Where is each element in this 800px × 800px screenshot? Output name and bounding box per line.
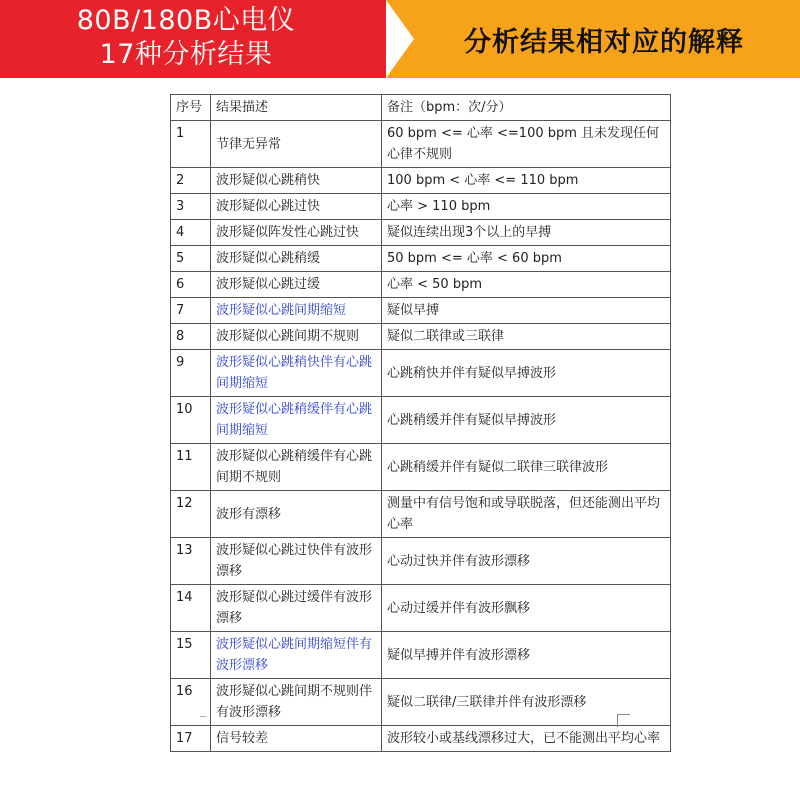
table-row <box>171 726 671 752</box>
row-number: 16 <box>171 679 211 726</box>
row-description: 波形疑似心跳过快 <box>211 194 382 220</box>
row-description: 波形疑似心跳稍缓伴有心跳间期不规则 <box>211 444 382 491</box>
table-row <box>171 298 671 324</box>
row-note: 心动过快并伴有波形漂移 <box>382 538 671 585</box>
row-note: 心跳稍缓并伴有疑似二联律三联律波形 <box>382 444 671 491</box>
row-number: 6 <box>171 272 211 298</box>
table-row <box>171 444 671 491</box>
row-number: 17 <box>171 726 211 752</box>
row-number: 5 <box>171 246 211 272</box>
table-row <box>171 246 671 272</box>
banner-line-model: 80B/180B心电仪 <box>76 5 296 36</box>
row-description: 信号较差 <box>211 726 382 752</box>
row-number: 8 <box>171 324 211 350</box>
results-table <box>170 94 671 752</box>
row-number: 4 <box>171 220 211 246</box>
table-row <box>171 538 671 585</box>
header-banner <box>0 0 800 78</box>
scan-mark <box>200 716 206 717</box>
banner-line-count: 17种分析结果 <box>99 39 273 70</box>
row-note: 疑似早搏 <box>382 298 671 324</box>
row-description: 波形疑似心跳过缓 <box>211 272 382 298</box>
table-row <box>171 168 671 194</box>
table-row <box>171 121 671 168</box>
row-note: 心跳稍缓并伴有疑似早搏波形 <box>382 397 671 444</box>
row-description: 波形疑似心跳过快伴有波形漂移 <box>211 538 382 585</box>
row-description: 波形疑似心跳间期缩短伴有波形漂移 <box>211 632 382 679</box>
row-description: 节律无异常 <box>211 121 382 168</box>
row-description: 波形疑似心跳过缓伴有波形漂移 <box>211 585 382 632</box>
row-description: 波形疑似心跳间期缩短 <box>211 298 382 324</box>
row-number: 7 <box>171 298 211 324</box>
header-note: 备注（bpm：次/分） <box>382 95 671 121</box>
row-note: 疑似二联律或三联律 <box>382 324 671 350</box>
row-note: 100 bpm < 心率 <= 110 bpm <box>382 168 671 194</box>
row-number: 9 <box>171 350 211 397</box>
row-description: 波形疑似心跳稍缓 <box>211 246 382 272</box>
row-number: 13 <box>171 538 211 585</box>
row-note: 60 bpm <= 心率 <=100 bpm 且未发现任何心律不规则 <box>382 121 671 168</box>
table-row <box>171 679 671 726</box>
row-note: 心率 < 50 bpm <box>382 272 671 298</box>
table-row <box>171 632 671 679</box>
row-description: 波形疑似心跳间期不规则 <box>211 324 382 350</box>
table-row <box>171 194 671 220</box>
header-description: 结果描述 <box>211 95 382 121</box>
header-number: 序号 <box>171 95 211 121</box>
table-row <box>171 585 671 632</box>
row-note: 心率 > 110 bpm <box>382 194 671 220</box>
row-number: 14 <box>171 585 211 632</box>
row-description: 波形疑似心跳间期不规则伴有波形漂移 <box>211 679 382 726</box>
table-row <box>171 220 671 246</box>
row-number: 3 <box>171 194 211 220</box>
row-note: 疑似早搏并伴有波形漂移 <box>382 632 671 679</box>
row-note: 波形较小或基线漂移过大，已不能测出平均心率 <box>382 726 671 752</box>
table-row <box>171 350 671 397</box>
table-row <box>171 272 671 298</box>
row-note: 疑似二联律/三联律并伴有波形漂移 <box>382 679 671 726</box>
row-description: 波形疑似心跳稍快伴有心跳间期缩短 <box>211 350 382 397</box>
banner-explanation-title: 分析结果相对应的解释 <box>464 26 744 58</box>
row-description: 波形有漂移 <box>211 491 382 538</box>
corner-mark <box>617 714 630 727</box>
row-note: 疑似连续出现3个以上的早搏 <box>382 220 671 246</box>
row-number: 11 <box>171 444 211 491</box>
row-note: 测量中有信号饱和或导联脱落，但还能测出平均心率 <box>382 491 671 538</box>
row-note: 50 bpm <= 心率 < 60 bpm <box>382 246 671 272</box>
table-header-row <box>171 95 671 121</box>
table-row <box>171 491 671 538</box>
table-row <box>171 324 671 350</box>
banner-product-title <box>0 4 372 72</box>
row-number: 15 <box>171 632 211 679</box>
row-description: 波形疑似阵发性心跳过快 <box>211 220 382 246</box>
row-description: 波形疑似心跳稍快 <box>211 168 382 194</box>
row-description: 波形疑似心跳稍缓伴有心跳间期缩短 <box>211 397 382 444</box>
row-number: 12 <box>171 491 211 538</box>
table-row <box>171 397 671 444</box>
row-number: 2 <box>171 168 211 194</box>
row-note: 心动过缓并伴有波形飘移 <box>382 585 671 632</box>
row-note: 心跳稍快并伴有疑似早搏波形 <box>382 350 671 397</box>
row-number: 10 <box>171 397 211 444</box>
row-number: 1 <box>171 121 211 168</box>
